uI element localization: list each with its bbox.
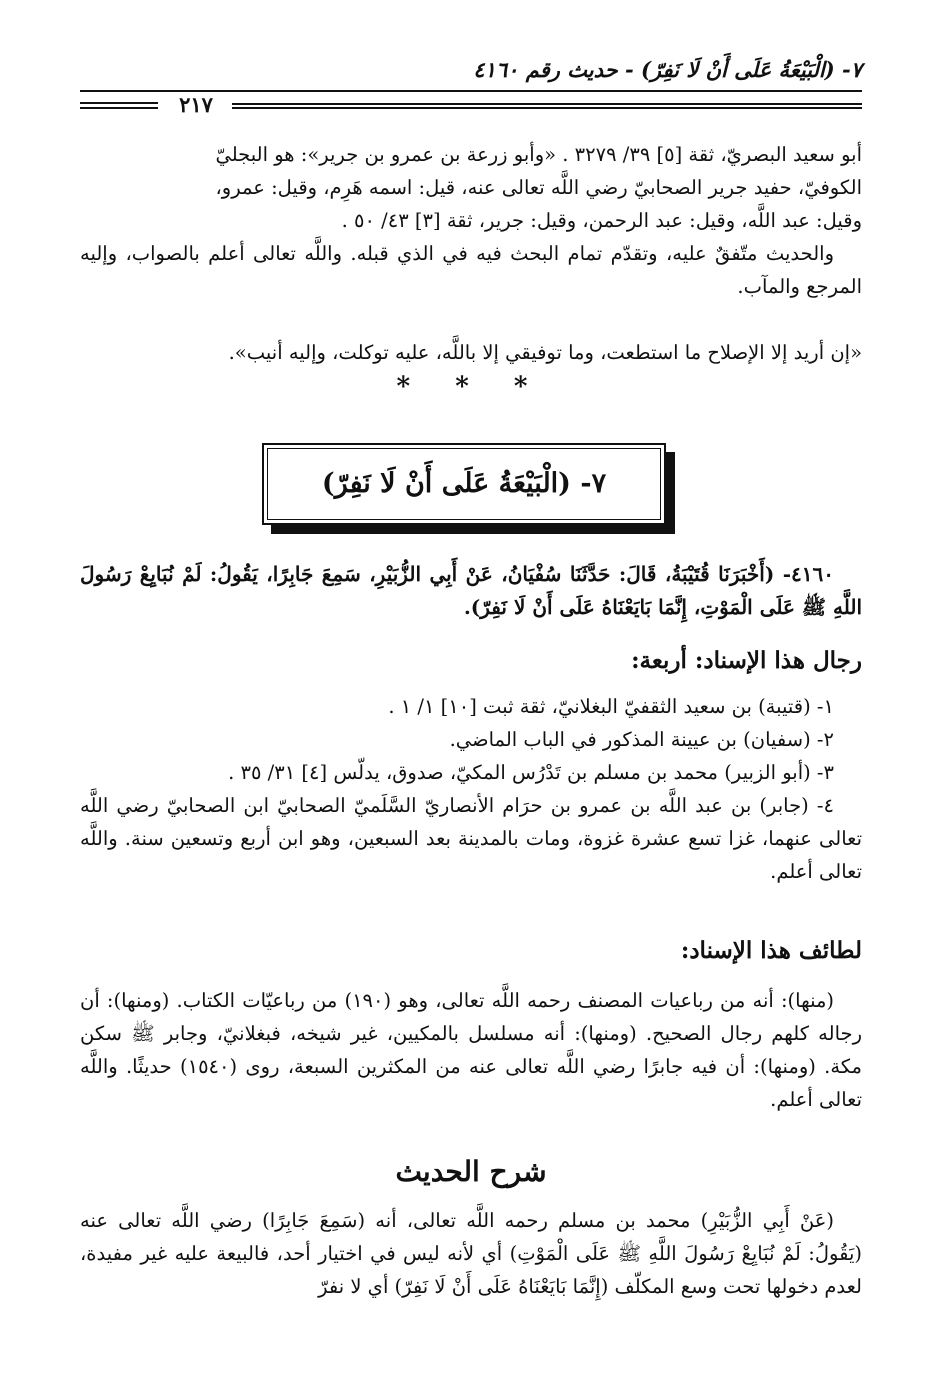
narrator-item-1: ١- (قتيبة) بن سعيد الثقفيّ البغلانيّ، ثقة ثبت [١٠] ١/ ١ . — [388, 695, 834, 718]
commentary-heading: شرح الحديث — [395, 1155, 547, 1188]
intro-line-3: وقيل: عبد اللَّه، وقيل: عبد الرحمن، وقيل: جرير، ثقة [٣] ٤٣/ ٥٠ . — [341, 209, 862, 232]
section-separator: * * * — [396, 372, 546, 402]
commentary-text: (عَنْ أَبِي الزُّبَيْرِ) محمد بن مسلم رحمه اللَّه تعالى، أنه (سَمِعَ جَابِرًا) رضي اللَّه تعالى عنه (يَقُولُ: لَمْ نُبَايِعْ رَسُولَ اللَّهِ ﷺ عَلَى الْمَوْتِ) أي لأنه ليس في اختيار أحد، فالبيعة عليه غير مفيدة، لعدم دخولها تحت وسع المكلّف (إِنَّمَا بَايَعْنَاهُ عَلَى أَنْ لَا نَفِرّ) أي لا نفرّ — [80, 1209, 862, 1298]
intro-line-2: الكوفيّ، حفيد جرير الصحابيّ رضي اللَّه تعالى عنه، قيل: اسمه هَرِم، وقيل: عمرو، — [215, 176, 862, 199]
header-rule-right — [232, 103, 862, 109]
header-rule-left — [80, 102, 158, 109]
page-number-row — [80, 92, 862, 122]
conclusion-paragraph: والحديث متّفقٌ عليه، وتقدّم تمام البحث فيه في الذي قبله. واللَّه تعالى أعلم بالصواب، وإليه المرجع والمآب. — [80, 242, 862, 298]
page-number: ٢١٧ — [179, 92, 213, 117]
narrator-item-4: ٤- (جابر) بن عبد اللَّه بن عمرو بن حرَام الأنصاريّ السَّلَميّ الصحابيّ ابن الصحابيّ رضي اللَّه تعالى عنهما، غزا تسع عشرة غزوة، ومات بالمدينة بعد السبعين، وهو ابن أربع وتسعين سنة. واللَّه تعالى أعلم. — [80, 794, 862, 883]
chapter-title: ٧- (الْبَيْعَةُ عَلَى أَنْ لَا نَفِرّ) — [267, 448, 661, 520]
chapter-title-box — [262, 443, 666, 525]
subtleties-text: (منها): أنه من رباعيات المصنف رحمه اللَّه تعالى، وهو (١٩٠) من رباعيّات الكتاب. (ومنها): أن رجاله كلهم رجال الصحيح. (ومنها): أنه مسلسل بالمكيين، غير شيخه، فبغلانيّ، وجابر ﷺ سكن مكة. (ومنها): أن فيه جابرًا رضي اللَّه تعالى عنه من المكثرين السبعة، روى (١٥٤٠) حديثًا. واللَّه تعالى أعلم. — [80, 989, 862, 1111]
hadith-text: ٤١٦٠- (أَخْبَرَنَا قُتَيْبَةُ، قَالَ: حَدَّثَنَا سُفْيَانُ، عَنْ أَبِي الزُّبَيْرِ، سَمِعَ جَابِرًا، يَقُولُ: لَمْ نُبَايِعْ رَسُولَ اللَّهِ ﷺ عَلَى الْمَوْتِ، إِنَّمَا بَايَعْنَاهُ عَلَى أَنْ لَا نَفِرّ). — [80, 562, 862, 619]
closing-quote: «إن أريد إلا الإصلاح ما استطعت، وما توفيقي إلا باللَّه، عليه توكلت، وإليه أنيب». — [228, 341, 862, 364]
intro-line-1: أبو سعيد البصريّ، ثقة [٥] ٣٩/ ٣٢٧٩ . «وأبو زرعة بن عمرو بن جرير»: هو البجليّ — [215, 143, 862, 166]
narrator-item-2: ٢- (سفيان) بن عيينة المذكور في الباب الماضي. — [449, 728, 834, 751]
book-page — [80, 50, 862, 1350]
running-header-title: ٧- (الْبَيْعَةُ عَلَى أَنْ لَا نَفِرّ) - حديث رقم ٤١٦٠ — [80, 50, 862, 92]
narrators-heading: رجال هذا الإسناد: أربعة: — [631, 647, 862, 674]
intro-paragraph — [80, 138, 862, 237]
narrator-item-3: ٣- (أبو الزبير) محمد بن مسلم بن تَدْرُس المكيّ، صدوق، يدلّس [٤] ٣١/ ٣٥ . — [228, 761, 834, 784]
subtleties-heading: لطائف هذا الإسناد: — [680, 937, 862, 964]
